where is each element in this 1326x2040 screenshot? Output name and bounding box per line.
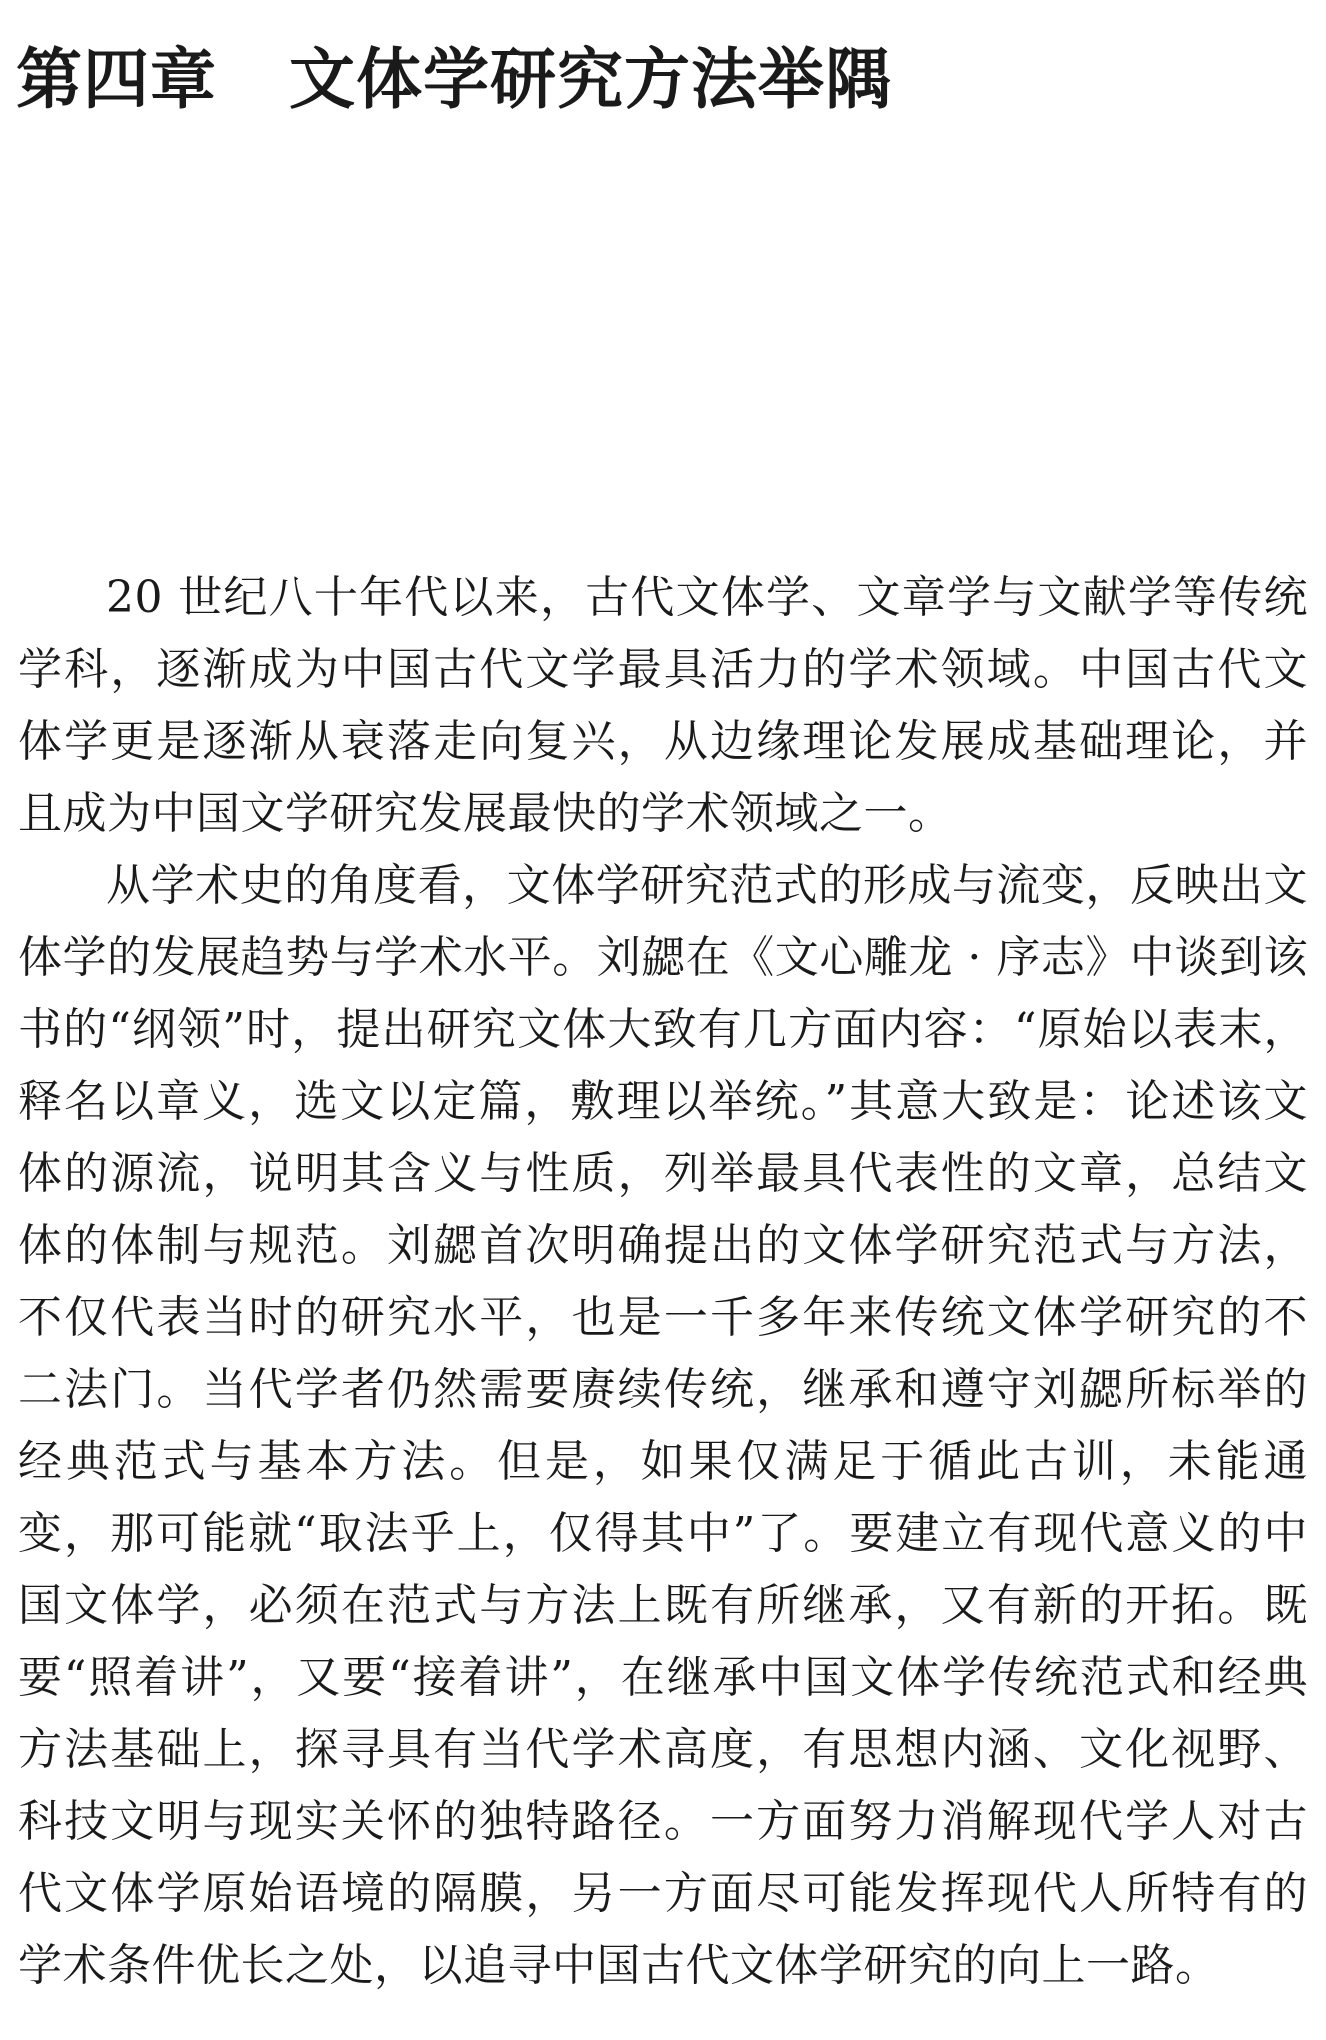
chapter-heading bbox=[16, 40, 892, 118]
body-text bbox=[18, 562, 1308, 2002]
chapter-title: 文体学研究方法举隅 bbox=[289, 40, 892, 118]
chapter-number: 第四章 bbox=[16, 40, 217, 118]
paragraph-1: 20 世纪八十年代以来，古代文体学、文章学与文献学等传统学科，逐渐成为中国古代文学最具活力的学术领域。中国古代文体学更是逐渐从衰落走向复兴，从边缘理论发展成基础理论，并且成为中国文学研究发展最快的学术领域之一。 bbox=[18, 572, 1308, 839]
paragraph-2: 从学术史的角度看，文体学研究范式的形成与流变，反映出文体学的发展趋势与学术水平。刘勰在《文心雕龙 · 序志》中谈到该书的“纲领”时，提出研究文体大致有几方面内容：“原始以表末，释名以章义，选文以定篇，敷理以举统。”其意大致是：论述该文体的源流，说明其含义与性质，列举最具代表性的文章，总结文体的体制与规范。刘勰首次明确提出的文体学研究范式与方法，不仅代表当时的研究水平，也是一千多年来传统文体学研究的不二法门。当代学者仍然需要赓续传统，继承和遵守刘勰所标举的经典范式与基本方法。但是，如果仅满足于循此古训，未能通变，那可能就“取法乎上，仅得其中”了。要建立有现代意义的中国文体学，必须在范式与方法上既有所继承，又有新的开拓。既要“照着讲”，又要“接着讲”，在继承中国文体学传统范式和经典方法基础上，探寻具有当代学术高度，有思想内涵、文化视野、科技文明与现实关怀的独特路径。一方面努力消解现代学人对古代文体学原始语境的隔膜，另一方面尽可能发挥现代人所特有的学术条件优长之处，以追寻中国古代文体学研究的向上一路。 bbox=[18, 860, 1308, 1991]
